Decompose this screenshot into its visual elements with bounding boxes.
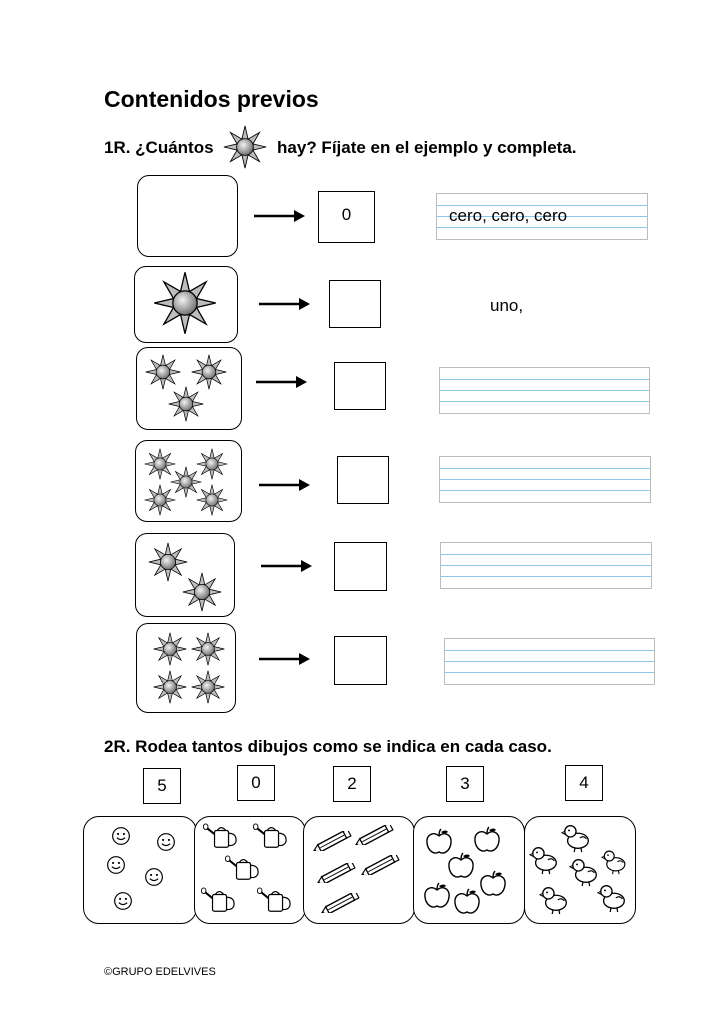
target-number-box: 0 — [237, 765, 275, 801]
watering-can-icon[interactable] — [253, 823, 291, 851]
arrow-icon — [261, 558, 313, 574]
chick-group[interactable] — [524, 816, 636, 924]
sun-icon — [153, 670, 187, 704]
written-number-example: cero, cero, cero — [449, 206, 568, 225]
sun-picture-box — [135, 533, 235, 617]
sun-icon — [168, 386, 204, 422]
chick-icon[interactable] — [539, 883, 571, 915]
apple-icon[interactable] — [472, 825, 502, 855]
watering-can-group[interactable] — [194, 816, 306, 924]
sun-picture-box — [136, 623, 236, 713]
watering-can-icon[interactable] — [225, 855, 263, 883]
count-answer-box[interactable] — [337, 456, 389, 504]
smiley-face-icon[interactable] — [111, 826, 131, 846]
exercise-1-prompt-end: hay? Fíjate en el ejemplo y completa. — [277, 138, 577, 157]
apple-icon[interactable] — [478, 869, 508, 899]
exercise-1-prompt-start: 1R. ¿Cuántos — [104, 138, 214, 157]
sun-icon — [144, 484, 176, 516]
pencil-icon[interactable] — [352, 825, 398, 845]
arrow-icon — [259, 296, 311, 312]
watering-can-icon[interactable] — [257, 887, 295, 915]
smiley-face-icon[interactable] — [156, 832, 176, 852]
sun-icon — [153, 271, 217, 335]
watering-can-icon[interactable] — [201, 887, 239, 915]
target-number-box: 3 — [446, 766, 484, 802]
sun-picture-box — [137, 175, 238, 257]
smiley-face-icon[interactable] — [106, 855, 126, 875]
arrow-icon — [259, 477, 311, 493]
chick-icon[interactable] — [597, 881, 629, 913]
count-answer-box[interactable] — [334, 362, 386, 410]
arrow-icon — [259, 651, 311, 667]
pencil-icon[interactable] — [310, 831, 356, 851]
count-box: 0 — [318, 191, 375, 243]
smiley-face-icon[interactable] — [113, 891, 133, 911]
chick-icon[interactable] — [561, 821, 593, 853]
writing-lines[interactable] — [444, 638, 655, 685]
target-number-box: 2 — [333, 766, 371, 802]
written-number-hint: uno, — [490, 296, 524, 315]
apple-icon[interactable] — [446, 851, 476, 881]
smiley-group[interactable] — [83, 816, 197, 924]
target-number-box: 4 — [565, 765, 603, 801]
apple-icon[interactable] — [422, 881, 452, 911]
count-answer-box[interactable] — [334, 542, 387, 591]
chick-icon[interactable] — [529, 843, 561, 875]
writing-lines[interactable] — [440, 542, 652, 589]
pencil-icon[interactable] — [314, 863, 360, 883]
arrow-icon — [254, 208, 306, 224]
sun-picture-box — [136, 347, 242, 430]
arrow-icon — [256, 374, 308, 390]
chick-icon[interactable] — [601, 847, 629, 875]
smiley-face-icon[interactable] — [144, 867, 164, 887]
sun-picture-box — [135, 440, 242, 522]
pencil-icon[interactable] — [318, 893, 364, 913]
sun-icon — [191, 632, 225, 666]
copyright-footer: ©GRUPO EDELVIVES — [104, 966, 216, 978]
pencil-icon[interactable] — [358, 855, 404, 875]
target-number-box: 5 — [143, 768, 181, 804]
count-answer-box[interactable] — [334, 636, 387, 685]
apple-icon[interactable] — [452, 887, 482, 917]
sun-icon — [191, 670, 225, 704]
page-title: Contenidos previos — [104, 86, 319, 112]
sun-icon — [191, 354, 227, 390]
sun-icon — [196, 484, 228, 516]
writing-lines[interactable] — [439, 456, 651, 503]
sun-icon — [145, 354, 181, 390]
sun-icon — [153, 632, 187, 666]
sun-icon — [182, 572, 222, 612]
exercise-1-prompt — [104, 138, 577, 159]
count-answer-box[interactable] — [329, 280, 381, 328]
sun-picture-box — [134, 266, 238, 343]
exercise-2-prompt: 2R. Rodea tantos dibujos como se indica en cada caso. — [104, 737, 552, 756]
sun-icon — [222, 125, 268, 169]
writing-lines[interactable] — [439, 367, 650, 414]
apple-group[interactable] — [413, 816, 525, 924]
pencil-group[interactable] — [303, 816, 415, 924]
watering-can-icon[interactable] — [203, 823, 241, 851]
